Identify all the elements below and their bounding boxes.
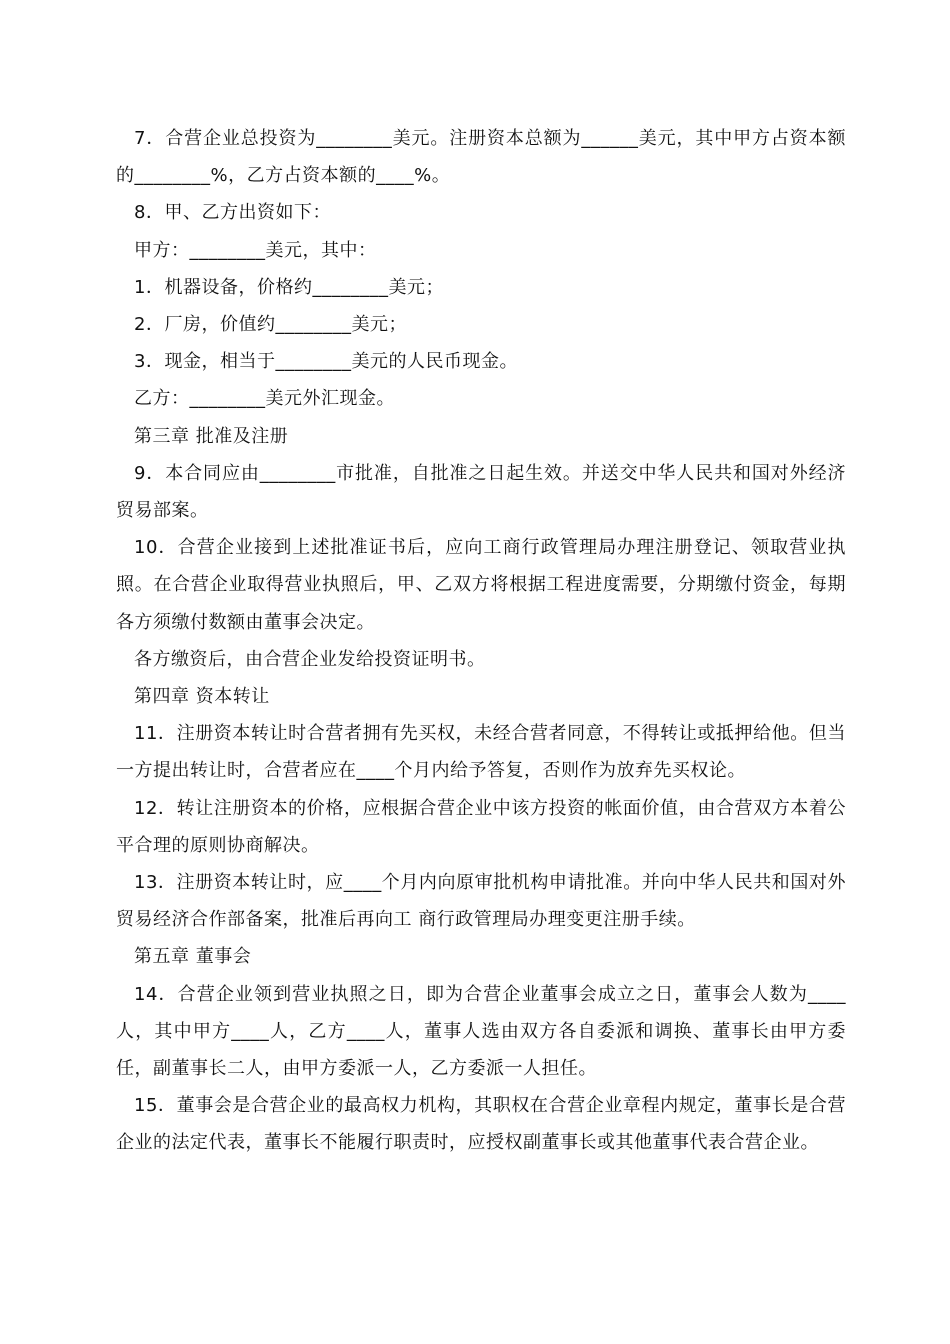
contribution-item-2: 2．厂房，价值约________美元； xyxy=(134,314,407,336)
clause-11: 11．注册资本转让时合营者拥有先买权，未经合营者同意，不得转让或抵押给他。但当一方提出转让时，合营者应在____个月内给予答复，否则作为放弃先买权论。 xyxy=(116,723,846,782)
document-body xyxy=(116,120,846,1162)
chapter-3-heading: 第三章 批准及注册 xyxy=(134,425,289,447)
clause-12: 12．转让注册资本的价格，应根据合营企业中该方投资的帐面价值，由合营双方本着公平合理的原则协商解决。 xyxy=(116,797,846,856)
contribution-item-3: 3．现金，相当于________美元的人民币现金。 xyxy=(134,351,518,373)
clause-13: 13．注册资本转让时，应____个月内向原审批机构申请批准。并向中华人民共和国对外贸易经济合作部备案，批准后再向工 商行政管理局办理变更注册手续。 xyxy=(116,872,846,931)
clause-15: 15．董事会是合营企业的最高权力机构，其职权在合营企业章程内规定，董事长是合营企业的法定代表，董事长不能履行职责时，应授权副董事长或其他董事代表合营企业。 xyxy=(116,1095,846,1154)
clause-10: 10．合营企业接到上述批准证书后，应向工商行政管理局办理注册登记、领取营业执照。在合营企业取得营业执照后，甲、乙双方将根据工程进度需要，分期缴付资金，每期各方须缴付数额由董事会决定。 xyxy=(116,537,846,633)
party-a-contribution: 甲方：________美元，其中： xyxy=(134,239,377,261)
clause-8: 8．甲、乙方出资如下： xyxy=(134,202,331,224)
chapter-5-heading: 第五章 董事会 xyxy=(134,946,252,968)
chapter-4-heading: 第四章 资本转让 xyxy=(134,686,270,708)
clause-7: 7．合营企业总投资为________美元。注册资本总额为______美元，其中甲方占资本额的________%，乙方占资本额的____%。 xyxy=(116,128,846,187)
contribution-item-1: 1．机器设备，价格约________美元； xyxy=(134,276,444,298)
investment-certificate-note: 各方缴资后，由合营企业发给投资证明书。 xyxy=(134,648,486,670)
clause-14: 14．合营企业领到营业执照之日，即为合营企业董事会成立之日，董事会人数为____人，其中甲方____人，乙方____人，董事人选由双方各自委派和调换、董事长由甲方委任，副董事长二人，由甲方委派一人，乙方委派一人担任。 xyxy=(116,983,846,1080)
clause-9: 9．本合同应由________市批准，自批准之日起生效。并送交中华人民共和国对外经济贸易部案。 xyxy=(116,462,846,522)
party-b-contribution: 乙方：________美元外汇现金。 xyxy=(134,388,395,410)
